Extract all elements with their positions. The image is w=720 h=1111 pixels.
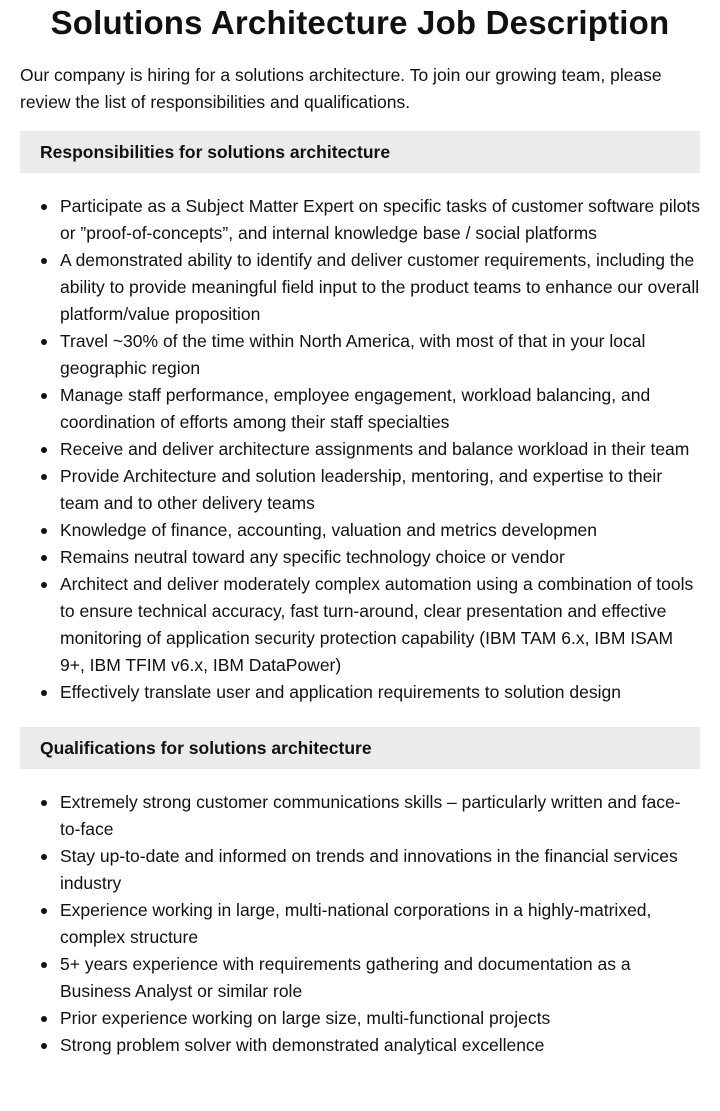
- list-item-text: Architect and deliver moderately complex automation using a combination of tools to ensure technical accuracy, fast turn-around, clear presentation and effective monitoring of application security protection capability (IBM TAM 6.x, IBM ISAM 9+, IBM TFIM v6.x, IBM DataPower): [60, 574, 694, 675]
- qualifications-heading: Qualifications for solutions architecture: [40, 738, 372, 758]
- bullet-icon: [41, 1016, 47, 1022]
- responsibilities-header: [20, 131, 700, 173]
- list-item-text: Remains neutral toward any specific technology choice or vendor: [60, 547, 565, 567]
- list-item: [20, 193, 700, 247]
- list-item-text: Manage staff performance, employee engagement, workload balancing, and coordination of efforts among their staff specialties: [60, 385, 651, 432]
- list-item-text: Stay up-to-date and informed on trends and innovations in the financial services industry: [60, 846, 678, 893]
- list-item: [20, 463, 700, 517]
- bullet-icon: [41, 962, 47, 968]
- bullet-icon: [41, 393, 47, 399]
- list-item: [20, 247, 700, 328]
- intro-paragraph: Our company is hiring for a solutions architecture. To join our growing team, please review the list of responsibilities and qualifications.: [20, 65, 662, 112]
- list-item: [20, 328, 700, 382]
- bullet-icon: [41, 204, 47, 210]
- list-item: [20, 843, 700, 897]
- list-item: [20, 571, 700, 679]
- page-title: Solutions Architecture Job Description: [50, 4, 670, 41]
- qualifications-header: [20, 727, 700, 769]
- responsibilities-list: [20, 193, 700, 706]
- bullet-icon: [41, 854, 47, 860]
- list-item-text: Experience working in large, multi-national corporations in a highly-matrixed, complex structure: [60, 900, 652, 947]
- bullet-icon: [41, 908, 47, 914]
- list-item-text: Receive and deliver architecture assignments and balance workload in their team: [60, 439, 690, 459]
- list-item: [20, 436, 700, 463]
- list-item-text: Effectively translate user and application requirements to solution design: [60, 682, 621, 702]
- bullet-icon: [41, 582, 47, 588]
- responsibilities-heading: Responsibilities for solutions architecture: [40, 142, 391, 162]
- list-item-text: Prior experience working on large size, multi-functional projects: [60, 1008, 551, 1028]
- list-item: [20, 382, 700, 436]
- bullet-icon: [41, 447, 47, 453]
- list-item-text: Travel ~30% of the time within North America, with most of that in your local geographic region: [60, 331, 646, 378]
- list-item-text: Strong problem solver with demonstrated analytical excellence: [60, 1035, 545, 1055]
- list-item: [20, 544, 700, 571]
- qualifications-list: [20, 789, 700, 1059]
- bullet-icon: [41, 258, 47, 264]
- list-item: [20, 1005, 700, 1032]
- list-item-text: Provide Architecture and solution leadership, mentoring, and expertise to their team and to other delivery teams: [60, 466, 663, 513]
- list-item: [20, 789, 700, 843]
- bullet-icon: [41, 555, 47, 561]
- bullet-icon: [41, 474, 47, 480]
- list-item-text: Extremely strong customer communications skills – particularly written and face-to-face: [60, 792, 681, 839]
- bullet-icon: [41, 528, 47, 534]
- bullet-icon: [41, 800, 47, 806]
- list-item-text: Participate as a Subject Matter Expert on specific tasks of customer software pilots or ”proof-of-concepts”, and internal knowledge base / social platforms: [60, 196, 700, 243]
- list-item: [20, 517, 700, 544]
- list-item: [20, 897, 700, 951]
- list-item: [20, 951, 700, 1005]
- bullet-icon: [41, 1043, 47, 1049]
- bullet-icon: [41, 339, 47, 345]
- bullet-icon: [41, 690, 47, 696]
- list-item: [20, 1032, 700, 1059]
- list-item-text: A demonstrated ability to identify and deliver customer requirements, including the ability to provide meaningful field input to the product teams to enhance our overall platform/value proposition: [60, 250, 700, 324]
- list-item: [20, 679, 700, 706]
- list-item-text: 5+ years experience with requirements gathering and documentation as a Business Analyst or similar role: [60, 954, 631, 1001]
- list-item-text: Knowledge of finance, accounting, valuation and metrics developmen: [60, 520, 598, 540]
